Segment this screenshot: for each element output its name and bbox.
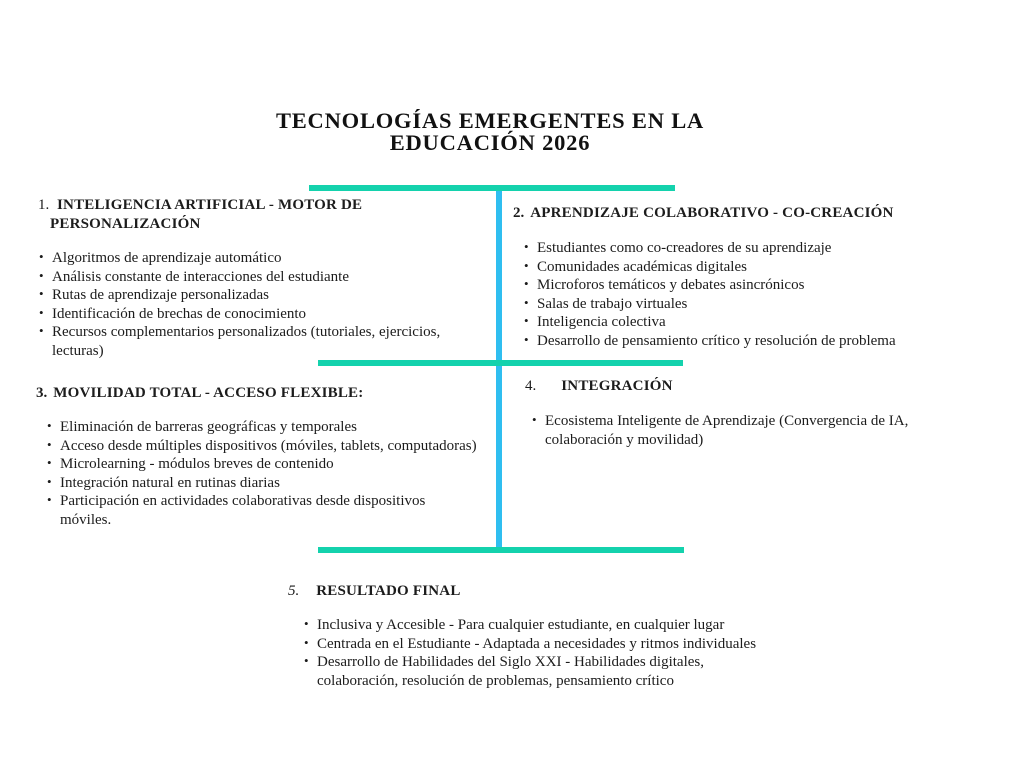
top-divider-line (309, 185, 675, 191)
bullet-item: • Inclusiva y Accesible - Para cualquier estudiante, en cualquier lugar (303, 616, 765, 635)
bullet-item: • Desarrollo de Habilidades del Siglo XXI - Habilidades digitales, colaboración, resolución de problemas, pensamiento crítico (303, 653, 765, 690)
bullet-item: • Eliminación de barreras geográficas y temporales (46, 418, 478, 437)
bullet-item: • Centrada en el Estudiante - Adaptada a necesidades y ritmos individuales (303, 635, 765, 654)
section-3-number: 3. (36, 385, 48, 401)
section-2-header (513, 204, 894, 223)
section-2-bullet-list (523, 239, 955, 350)
bullet-item: • Algoritmos de aprendizaje automático (38, 249, 486, 268)
page-title-line2: EDUCACIÓN 2026 (389, 129, 591, 155)
middle-divider-line (318, 360, 683, 366)
bullet-item: • Salas de trabajo virtuales (523, 295, 955, 314)
section-5-bullet-list (303, 616, 765, 690)
section-3-bullet-list (46, 418, 478, 529)
vertical-divider-line (496, 185, 502, 553)
bottom-divider-line (318, 547, 684, 553)
page-title (0, 110, 980, 153)
section-1-header (38, 196, 380, 234)
section-3-heading: MOVILIDAD TOTAL - ACCESO FLEXIBLE: (53, 385, 364, 401)
section-3-header (36, 384, 363, 403)
bullet-item: • Integración natural en rutinas diarias (46, 474, 478, 493)
bullet-item: • Análisis constante de interacciones del estudiante (38, 268, 486, 287)
bullet-item: • Microforos temáticos y debates asincrónicos (523, 276, 955, 295)
bullet-item: • Inteligencia colectiva (523, 313, 955, 332)
section-4-number: 4. (525, 378, 537, 394)
bullet-item: • Comunidades académicas digitales (523, 258, 955, 277)
bullet-item: • Ecosistema Inteligente de Aprendizaje (Convergencia de IA, colaboración y movilidad) (531, 412, 959, 449)
bullet-item: • Rutas de aprendizaje personalizadas (38, 286, 486, 305)
section-1-number: 1. (38, 197, 50, 213)
page-title-line1: TECNOLOGÍAS EMERGENTES EN LA (275, 108, 705, 133)
section-5-header (288, 582, 461, 601)
section-2-heading: APRENDIZAJE COLABORATIVO - CO-CREACIÓN (530, 205, 894, 221)
bullet-item: • Recursos complementarios personalizados (tutoriales, ejercicios, lecturas) (38, 323, 486, 360)
section-5-heading: RESULTADO FINAL (316, 583, 461, 599)
bullet-item: • Microlearning - módulos breves de contenido (46, 455, 478, 474)
bullet-item: • Acceso desde múltiples dispositivos (móviles, tablets, computadoras) (46, 437, 478, 456)
section-2-number: 2. (513, 205, 525, 221)
bullet-item: • Identificación de brechas de conocimiento (38, 305, 486, 324)
section-4-heading: INTEGRACIÓN (561, 378, 673, 394)
section-1-heading: INTELIGENCIA ARTIFICIAL - MOTOR DE PERSONALIZACIÓN (50, 197, 363, 232)
section-1-bullet-list (38, 249, 486, 360)
bullet-item: • Desarrollo de pensamiento crítico y resolución de problema (523, 332, 955, 351)
section-4-header (525, 377, 673, 396)
section-4-bullet-list (531, 412, 959, 449)
bullet-item: • Estudiantes como co-creadores de su aprendizaje (523, 239, 955, 258)
bullet-item: • Participación en actividades colaborativas desde dispositivos móviles. (46, 492, 478, 529)
section-5-number: 5. (288, 583, 300, 599)
